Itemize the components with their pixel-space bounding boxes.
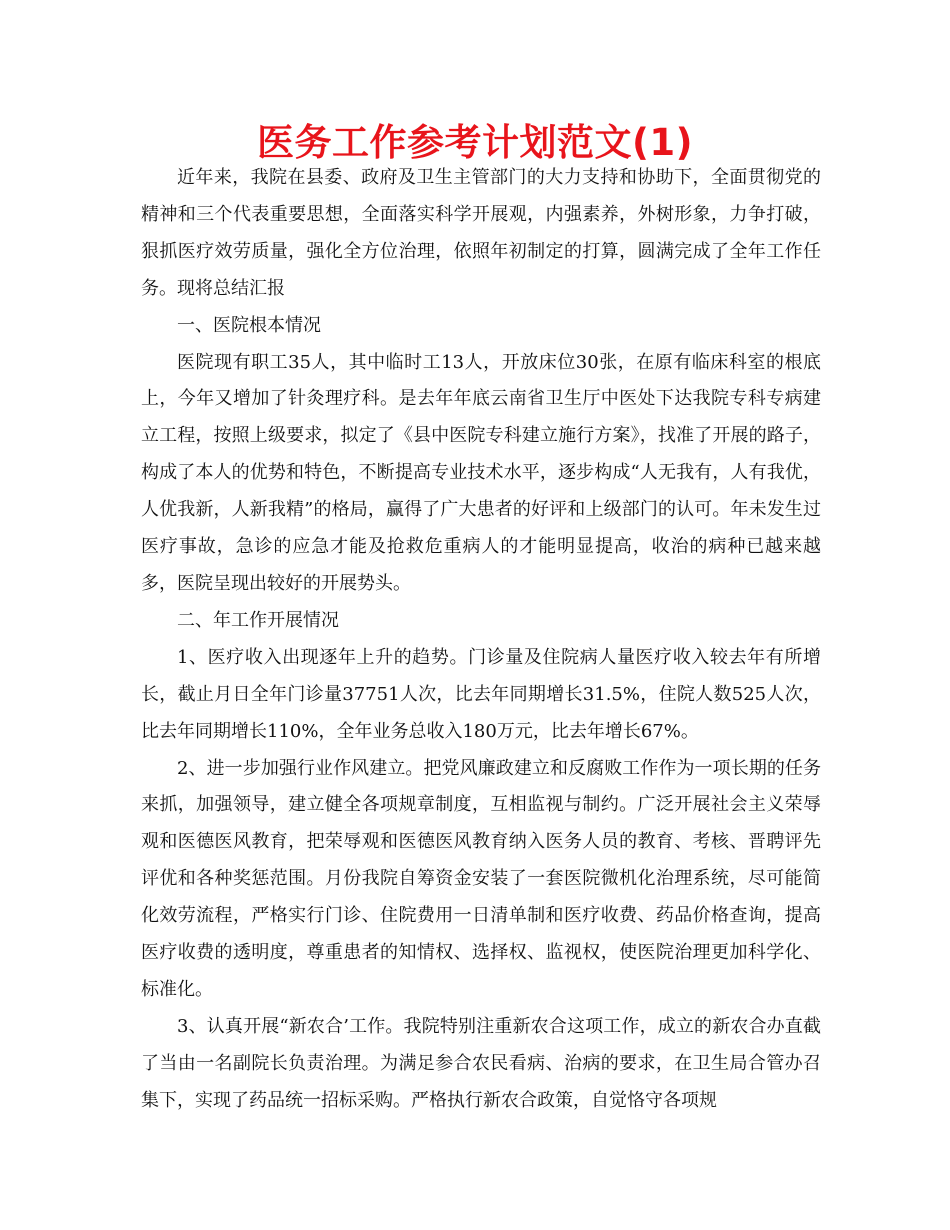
section-heading-2: 二、年工作开展情况 [177,609,339,631]
document-title: 医务工作参考计划范文(1) [256,121,694,164]
section-heading-1: 一、医院根本情况 [177,314,321,336]
paragraph-item-1: 1、医疗收入出现逐年上升的趋势。门诊量及住院病人量医疗收入较去年有所增长，截止月日全年门诊量37751人次，比去年同期增长31.5%，住院人数525人次，比去年同期增长110%，全年业务总收入180万元，比去年增长67%。 [141,646,821,742]
paragraph-hospital-situation: 医院现有职工35人，其中临时工13人，开放床位30张，在原有临床科室的根底上，今年又增加了针灸理疗科。是去年年底云南省卫生厅中医处下达我院专科专病建立工程，按照上级要求，拟定了《县中医院专科建立施行方案》，找准了开展的路子，构成了本人的优势和特色，不断提高专业技术水平，逐步构成“人无我有，人有我优，人优我新，人新我精”的格局，赢得了广大患者的好评和上级部门的认可。年未发生过医疗事故，急诊的应急才能及抢救危重病人的才能明显提高，收治的病种已越来越多，医院呈现出较好的开展势头。 [141,351,821,594]
paragraph-item-3: 3、认真开展“新农合’工作。我院特别注重新农合这项工作，成立的新农合办直截了当由一名副院长负责治理。为满足参合农民看病、治病的要求，在卫生局合管办召集下，实现了药品统一招标采购。严格执行新农合政策，自觉恪守各项规 [141,1015,821,1111]
paragraph-intro: 近年来，我院在县委、政府及卫生主管部门的大力支持和协助下，全面贯彻党的精神和三个代表重要思想，全面落实科学开展观，内强素养，外树形象，力争打破，狠抓医疗效劳质量，强化全方位治理，依照年初制定的打算，圆满完成了全年工作任务。现将总结汇报 [141,167,821,299]
paragraph-item-2: 2、进一步加强行业作风建立。把党风廉政建立和反腐败工作作为一项长期的任务来抓，加强领导，建立健全各项规章制度，互相监视与制约。广泛开展社会主义荣辱观和医德医风教育，把荣辱观和医德医风教育纳入医务人员的教育、考核、晋聘评先评优和各种奖惩范围。月份我院自筹资金安装了一套医院微机化治理系统，尽可能简化效劳流程，严格实行门诊、住院费用一日清单制和医疗收费、药品价格查询，提高医疗收费的透明度，尊重患者的知情权、选择权、监视权，使医院治理更加科学化、标准化。 [141,757,821,1000]
document-body [141,160,821,1120]
